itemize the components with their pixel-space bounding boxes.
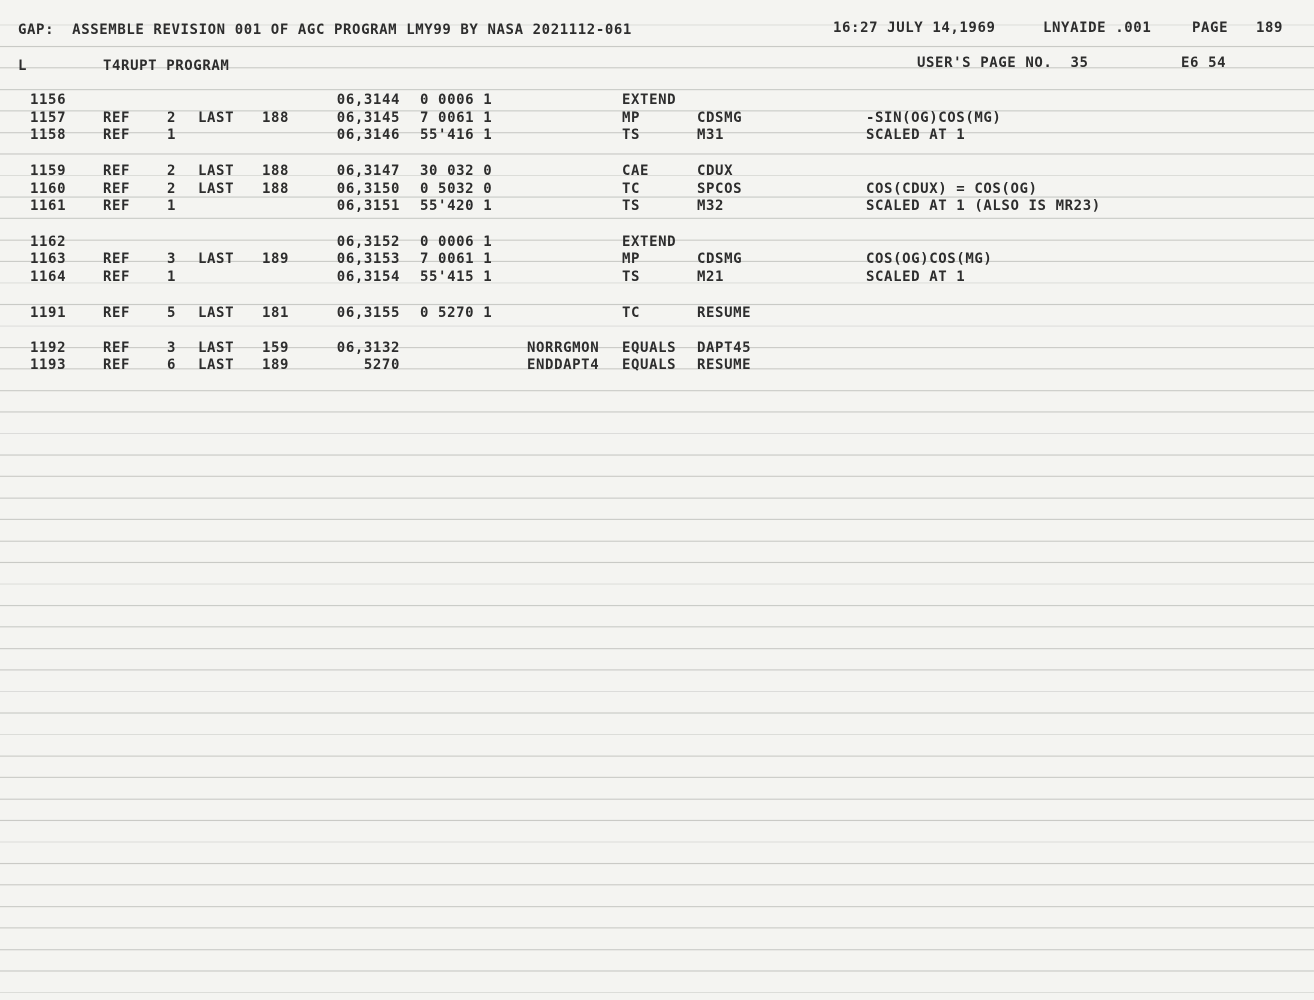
listing-refcount: 2 [167,163,177,179]
listing-address: 06,3155 [336,305,400,321]
listing-address: 06,3153 [336,251,400,267]
listing-code: 0 5032 0 [420,181,493,197]
listing-line: 1157 [30,110,67,126]
listing-refcount: 5 [167,305,177,321]
listing-comment: -SIN(OG)COS(MG) [866,110,1002,126]
listing-op: EXTEND [622,234,677,250]
listing-comment: COS(CDUX) = COS(OG) [866,181,1038,197]
listing-operand: CDSMG [697,110,743,126]
listing-op: EQUALS [622,340,677,356]
listing-address: 06,3152 [336,234,400,250]
listing-last: LAST [198,163,235,179]
listing-op: MP [622,251,641,267]
listing-lastpage: 188 [262,181,290,197]
page-label: PAGE [1192,20,1229,36]
listing-operand: SPCOS [697,181,743,197]
listing-lastpage: 188 [262,163,290,179]
listing-last: LAST [198,305,235,321]
listing-label: ENDDAPT4 [527,357,600,373]
listing-ref: REF [103,269,131,285]
listing-ref: REF [103,181,131,197]
listing-op: TS [622,127,641,143]
listing-code: 30 032 0 [420,163,493,179]
listing-code: 55'415 1 [420,269,493,285]
listing-comment: COS(OG)COS(MG) [866,251,993,267]
listing-address: 06,3132 [336,340,400,356]
listing-operand: RESUME [697,305,752,321]
listing-op: TC [622,305,641,321]
listing-operand: DAPT45 [697,340,752,356]
listing-ref: REF [103,305,131,321]
listing-operand: CDSMG [697,251,743,267]
users-page-number: USER'S PAGE NO. 35 [917,55,1089,71]
job-id: LNYAIDE .001 [1043,20,1152,36]
listing-lastpage: 189 [262,357,290,373]
listing-last: LAST [198,251,235,267]
column-l-marker: L [18,58,28,74]
listing-line: 1192 [30,340,67,356]
listing-line: 1191 [30,305,67,321]
listing-ref: REF [103,110,131,126]
listing-operand: M31 [697,127,725,143]
page-code: E6 54 [1181,55,1227,71]
listing-address: 06,3144 [336,92,400,108]
listing-code: 7 0061 1 [420,110,493,126]
listing-lastpage: 159 [262,340,290,356]
listing-line: 1163 [30,251,67,267]
listing-lastpage: 189 [262,251,290,267]
listing-ref: REF [103,357,131,373]
listing-refcount: 2 [167,110,177,126]
listing-line: 1193 [30,357,67,373]
listing-ref: REF [103,198,131,214]
timestamp: 16:27 JULY 14,1969 [833,20,996,36]
listing-op: TC [622,181,641,197]
listing-address: 06,3145 [336,110,400,126]
listing-address: 5270 [363,357,400,373]
listing-comment: SCALED AT 1 (ALSO IS MR23) [866,198,1101,214]
listing-last: LAST [198,110,235,126]
listing-line: 1164 [30,269,67,285]
listing-operand: M21 [697,269,725,285]
listing-operand: CDUX [697,163,734,179]
listing-op: EXTEND [622,92,677,108]
listing-code: 55'420 1 [420,198,493,214]
listing-line: 1159 [30,163,67,179]
listing-operand: M32 [697,198,725,214]
listing-code: 55'416 1 [420,127,493,143]
listing-address: 06,3151 [336,198,400,214]
listing-op: TS [622,269,641,285]
listing-code: 0 0006 1 [420,234,493,250]
listing-ref: REF [103,127,131,143]
section-title: T4RUPT PROGRAM [103,58,230,74]
listing-lastpage: 188 [262,110,290,126]
listing-operand: RESUME [697,357,752,373]
listing-line: 1158 [30,127,67,143]
listing-address: 06,3146 [336,127,400,143]
listing-label: NORRGMON [527,340,600,356]
listing-comment: SCALED AT 1 [866,269,966,285]
listing-op: MP [622,110,641,126]
listing-refcount: 1 [167,198,177,214]
listing-last: LAST [198,181,235,197]
listing-op: CAE [622,163,650,179]
listing-refcount: 6 [167,357,177,373]
listing-address: 06,3147 [336,163,400,179]
listing-line: 1160 [30,181,67,197]
listing-line: 1161 [30,198,67,214]
listing-last: LAST [198,357,235,373]
listing-code: 0 5270 1 [420,305,493,321]
page-number: 189 [1256,20,1284,36]
listing-op: EQUALS [622,357,677,373]
listing-line: 1156 [30,92,67,108]
listing-refcount: 1 [167,269,177,285]
listing-refcount: 3 [167,340,177,356]
listing-line: 1162 [30,234,67,250]
listing-code: 0 0006 1 [420,92,493,108]
listing-comment: SCALED AT 1 [866,127,966,143]
listing-code: 7 0061 1 [420,251,493,267]
listing-op: TS [622,198,641,214]
assembler-header: GAP: ASSEMBLE REVISION 001 OF AGC PROGRAM LMY99 BY NASA 2021112-061 [18,22,632,38]
listing-refcount: 3 [167,251,177,267]
listing-ref: REF [103,251,131,267]
listing-last: LAST [198,340,235,356]
listing-refcount: 2 [167,181,177,197]
listing-address: 06,3150 [336,181,400,197]
listing-address: 06,3154 [336,269,400,285]
listing-ref: REF [103,340,131,356]
listing-lastpage: 181 [262,305,290,321]
listing-ref: REF [103,163,131,179]
listing-refcount: 1 [167,127,177,143]
